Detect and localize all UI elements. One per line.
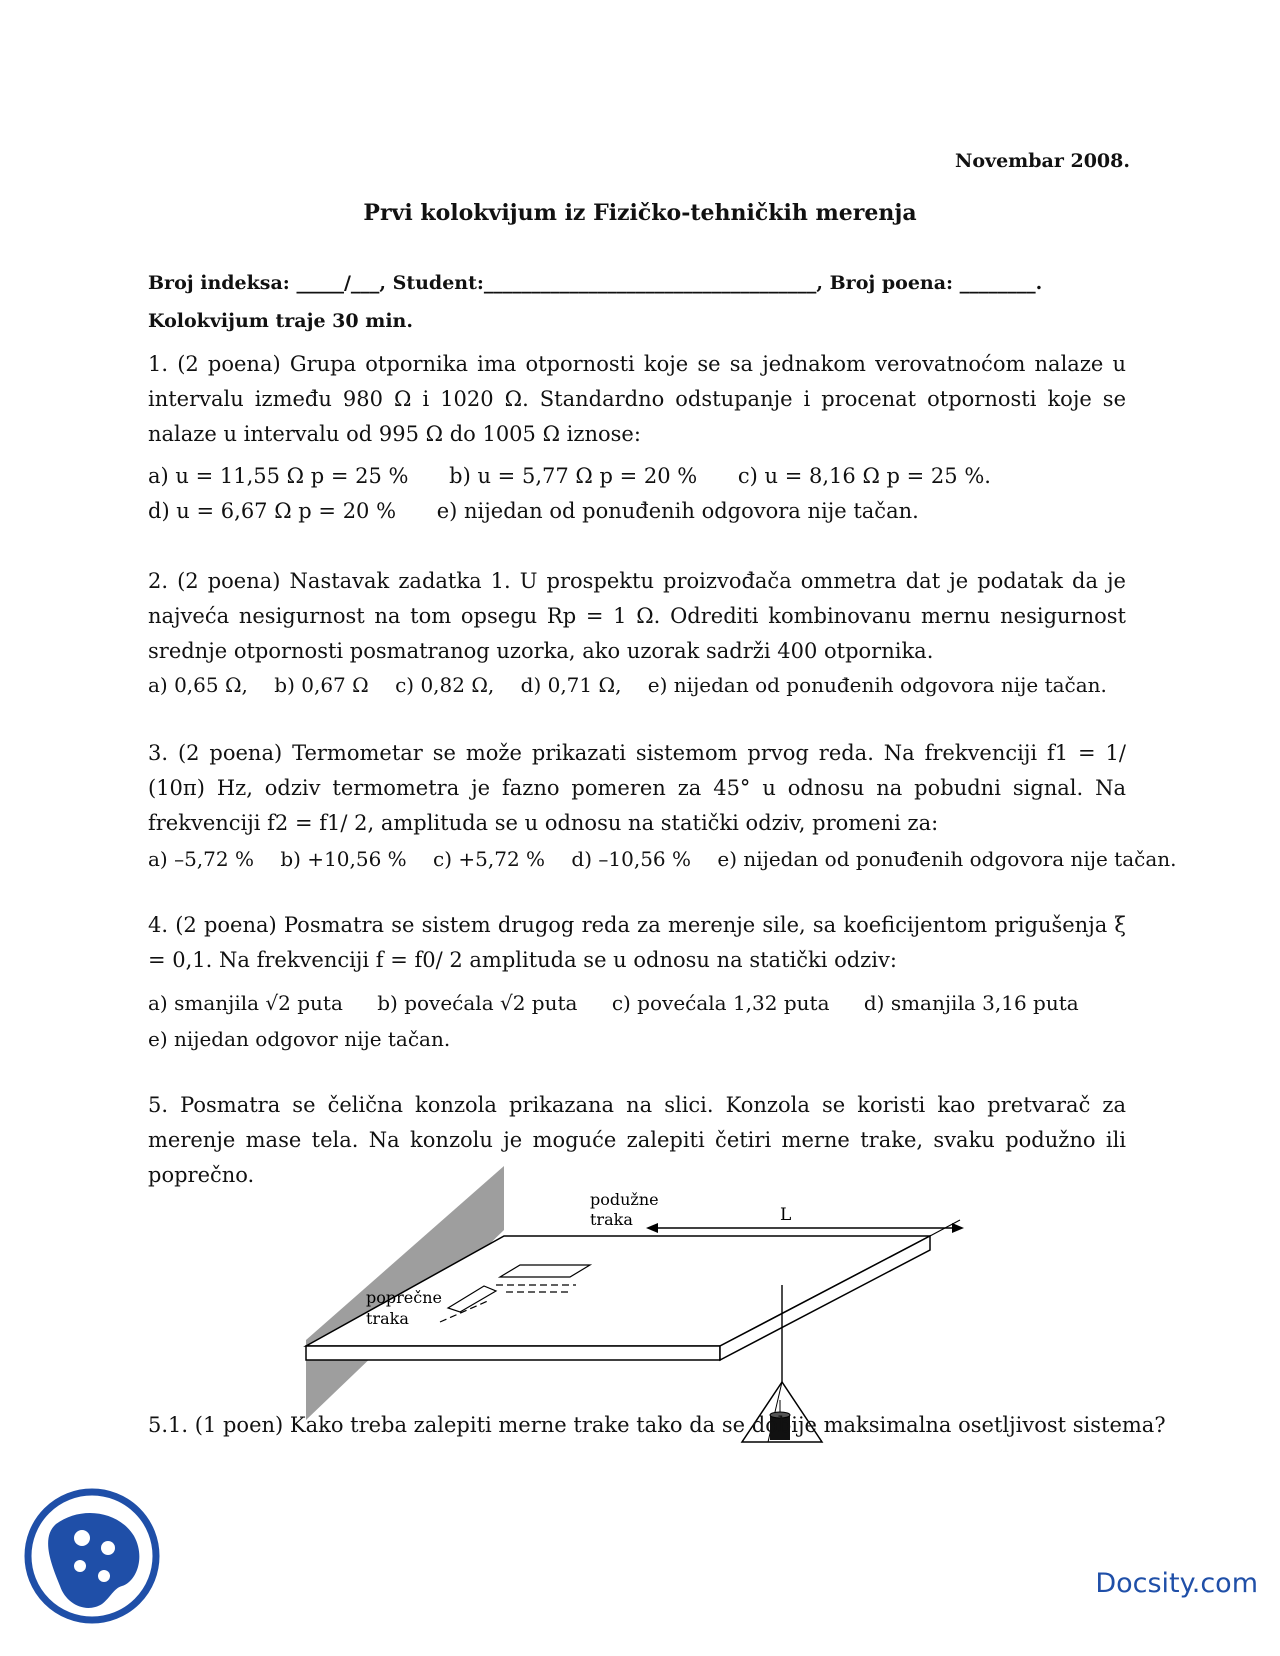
question-2-options [148, 668, 1107, 703]
question-2-option-d: d) 0,71 Ω, [520, 673, 622, 697]
question-3-option-c: c) +5,72 % [433, 847, 546, 871]
question-4-option-e: e) nijedan odgovor nije tačan. [148, 1027, 451, 1051]
exam-date: Novembar 2008. [955, 150, 1130, 172]
question-4-option-c: c) povećala 1,32 puta [611, 991, 830, 1015]
question-1-option-c: c) u = 8,16 Ω p = 25 %. [737, 464, 991, 488]
question-4-options-row2 [148, 1022, 450, 1057]
question-1-option-e: e) nijedan od ponuđenih odgovora nije tačan. [436, 499, 919, 523]
docsity-watermark: Docsity.com [1095, 1568, 1258, 1599]
exam-duration: Kolokvijum traje 30 min. [148, 310, 413, 332]
question-2-text: 2. (2 poena) Nastavak zadatka 1. U prospektu proizvođača ommetra dat je podatak da je najveća nesigurnost na tom opsegu Rp = 1 Ω. Odrediti kombinovanu mernu nesigurnost srednje otpornosti posmatranog uzorka, ako uzorak sadrži 400 otpornika. [148, 569, 1126, 663]
question-3-option-d: d) –10,56 % [571, 847, 692, 871]
question-5-text: 5. Posmatra se čelična konzola prikazana na slici. Konzola se koristi kao pretvarač za merenje mase tela. Na konzolu je moguće zalepiti četiri merne trake, svaku podužno ili poprečno. [148, 1093, 1126, 1187]
question-1-options-row1 [148, 459, 991, 494]
longitudinal-label-2: traka [590, 1210, 633, 1229]
question-3-option-a: a) –5,72 % [148, 847, 254, 871]
question-4-option-b: b) povećala √2 puta [377, 991, 578, 1015]
question-3-option-e: e) nijedan od ponuđenih odgovora nije tačan. [717, 847, 1177, 871]
length-label: L [780, 1205, 792, 1225]
question-4-options-row1 [148, 986, 1079, 1021]
length-arrow-left [646, 1223, 658, 1233]
question-1-option-a: a) u = 11,55 Ω p = 25 % [148, 464, 409, 488]
transverse-label-1: poprečne [366, 1288, 442, 1307]
longitudinal-label-1: podužne [590, 1190, 659, 1209]
docsity-logo-icon [22, 1486, 162, 1626]
question-1-option-d: d) u = 6,67 Ω p = 20 % [148, 499, 397, 523]
question-1-option-b: b) u = 5,77 Ω p = 20 % [449, 464, 698, 488]
length-arrow-right [952, 1223, 964, 1233]
question-3-text: 3. (2 poena) Termometar se može prikazati sistemom prvog reda. Na frekvenciji f1 = 1/ (10π) Hz, odziv termometra je fazno pomeren za 45° u odnosu na pobudni signal. Na frekvenciji f2 = f1/ 2, amplituda se u odnosu na statički odziv, promeni za: [148, 741, 1126, 835]
question-2-option-a: a) 0,65 Ω, [148, 673, 248, 697]
question-2-option-b: b) 0,67 Ω [274, 673, 369, 697]
question-3-options [148, 842, 1176, 877]
question-4-text: 4. (2 poena) Posmatra se sistem drugog reda za merenje sile, sa koeficijentom prigušenja ξ = 0,1. Na frekvenciji f = f0/ 2 amplituda se u odnosu na statički odziv: [148, 913, 1126, 972]
question-4-option-a: a) smanjila √2 puta [148, 991, 343, 1015]
question-1-options-row2 [148, 494, 919, 529]
question-2-option-c: c) 0,82 Ω, [395, 673, 495, 697]
cantilever-figure [290, 1160, 990, 1450]
question-5-1-text: 5.1. (1 poen) Kako treba zalepiti merne trake tako da se dobije maksimalna osetljivost sistema? [148, 1413, 1166, 1437]
question-3-option-b: b) +10,56 % [280, 847, 407, 871]
question-4-option-d: d) smanjila 3,16 puta [863, 991, 1079, 1015]
question-2-option-e: e) nijedan od ponuđenih odgovora nije tačan. [647, 673, 1107, 697]
student-id-line: Broj indeksa: _____/___, Student:___________________________________, Broj poena: ________. [148, 272, 1043, 294]
exam-title: Prvi kolokvijum iz Fizičko-tehničkih merenja [363, 200, 917, 226]
beam-front [306, 1346, 720, 1360]
transverse-label-2: traka [366, 1309, 409, 1328]
question-1-text: 1. (2 poena) Grupa otpornika ima otpornosti koje se sa jednakom verovatnoćom nalaze u intervalu između 980 Ω i 1020 Ω. Standardno odstupanje i procenat otpornosti koje se nalaze u intervalu od 995 Ω do 1005 Ω iznose: [148, 352, 1126, 446]
